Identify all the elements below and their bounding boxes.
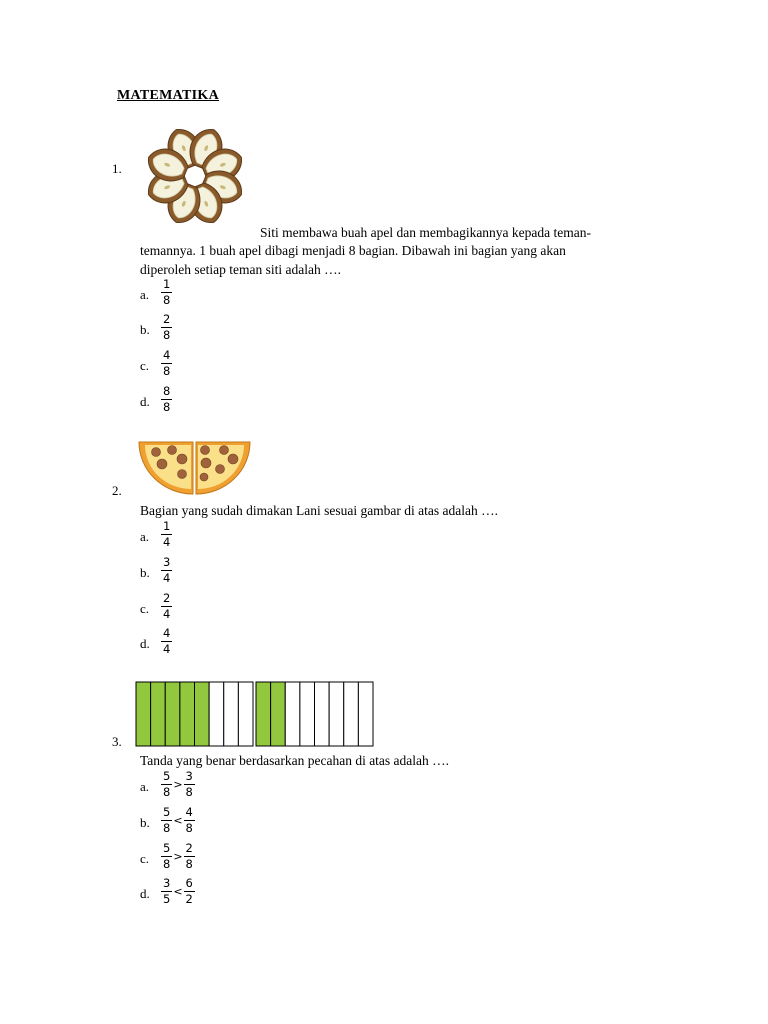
question-1-text-line-3: diperoleh setiap teman siti adalah …. [140, 262, 341, 277]
option-comparison [161, 842, 195, 871]
right-bar-segment [344, 682, 359, 746]
right-bar-segment [315, 682, 330, 746]
fraction-denominator: 4 [163, 571, 171, 585]
left-bar-segment [180, 682, 195, 746]
option-fraction [161, 520, 172, 549]
fraction-right [184, 842, 195, 871]
fraction-numerator: 4 [163, 348, 171, 362]
fraction-numerator: 6 [185, 876, 193, 890]
fraction-denominator: 8 [163, 400, 171, 414]
question-1-text-line-1: Siti membawa buah apel dan membagikannya kepada teman- [260, 225, 592, 240]
question-3-number: 3. [112, 734, 122, 749]
fraction-numerator: 8 [163, 384, 171, 398]
comparison-sign: > [173, 850, 183, 863]
option-letter: d. [140, 394, 150, 409]
fraction-denominator: 8 [185, 857, 193, 871]
left-bar-segment [136, 682, 151, 746]
comparison-sign: < [173, 814, 183, 827]
fraction-denominator: 8 [163, 785, 171, 799]
right-bar-segment [329, 682, 344, 746]
comparison-sign: > [173, 778, 183, 791]
fraction-bars-image [135, 681, 377, 747]
fraction-numerator: 4 [163, 626, 171, 640]
fraction-numerator: 5 [163, 805, 171, 819]
question-2-text: Bagian yang sudah dimakan Lani sesuai gambar di atas adalah …. [140, 503, 499, 518]
fraction-left [161, 806, 172, 835]
left-bar-segment [209, 682, 224, 746]
option-fraction [161, 556, 172, 585]
fraction-numerator: 1 [163, 519, 171, 533]
fraction-numerator: 2 [163, 591, 171, 605]
right-bar-segment [285, 682, 300, 746]
right-bar-segment [300, 682, 315, 746]
fraction-left [161, 842, 172, 871]
fraction-denominator: 8 [163, 857, 171, 871]
page-title: MATEMATIKA [117, 88, 220, 103]
fraction-denominator: 8 [163, 821, 171, 835]
fraction-denominator: 4 [163, 642, 171, 656]
fraction-right [184, 877, 195, 906]
fraction-denominator: 2 [185, 892, 193, 906]
fraction-numerator: 3 [185, 769, 193, 783]
option-fraction [161, 349, 172, 378]
right-bar-segment [271, 682, 286, 746]
option-letter: a. [140, 779, 150, 794]
fraction-denominator: 8 [163, 364, 171, 378]
option-fraction [161, 385, 172, 414]
left-bar-segment [195, 682, 210, 746]
question-2-number: 2. [112, 483, 122, 498]
left-bar-segment [224, 682, 239, 746]
fraction-denominator: 4 [163, 535, 171, 549]
fraction-denominator: 8 [163, 328, 171, 342]
left-bar-segment [151, 682, 166, 746]
fraction-left [161, 877, 172, 906]
comparison-sign: < [173, 885, 183, 898]
option-letter: c. [140, 601, 150, 616]
left-bar-segment [238, 682, 253, 746]
fraction-denominator: 8 [163, 293, 171, 307]
fraction-numerator: 1 [163, 277, 171, 291]
option-comparison [161, 770, 195, 799]
fraction-numerator: 5 [163, 841, 171, 855]
fraction-left [161, 770, 172, 799]
option-letter: b. [140, 322, 150, 337]
pizza-half-image [138, 441, 252, 496]
fraction-numerator: 3 [163, 555, 171, 569]
option-letter: b. [140, 815, 150, 830]
option-letter: c. [140, 358, 150, 373]
fraction-right [184, 806, 195, 835]
question-3-text: Tanda yang benar berdasarkan pecahan di atas adalah …. [140, 753, 450, 768]
fraction-numerator: 3 [163, 876, 171, 890]
option-letter: d. [140, 636, 150, 651]
fraction-numerator: 2 [163, 312, 171, 326]
right-bar-segment [256, 682, 271, 746]
option-comparison [161, 806, 195, 835]
apple-slices-image [133, 114, 258, 239]
option-fraction [161, 278, 172, 307]
fraction-numerator: 4 [185, 805, 193, 819]
right-bar-segment [358, 682, 373, 746]
option-letter: c. [140, 851, 150, 866]
option-letter: a. [140, 529, 150, 544]
fraction-numerator: 2 [185, 841, 193, 855]
fraction-denominator: 8 [185, 785, 193, 799]
option-fraction [161, 592, 172, 621]
option-letter: b. [140, 565, 150, 580]
option-fraction [161, 627, 172, 656]
left-bar-segment [165, 682, 180, 746]
question-1-number: 1. [112, 161, 122, 176]
option-letter: a. [140, 287, 150, 302]
fraction-denominator: 5 [163, 892, 171, 906]
fraction-denominator: 8 [185, 821, 193, 835]
question-1-text-line-2: temannya. 1 buah apel dibagi menjadi 8 bagian. Dibawah ini bagian yang akan [140, 243, 566, 258]
option-fraction [161, 313, 172, 342]
option-comparison [161, 877, 195, 906]
fraction-denominator: 4 [163, 607, 171, 621]
fraction-numerator: 5 [163, 769, 171, 783]
fraction-right [184, 770, 195, 799]
option-letter: d. [140, 886, 150, 901]
